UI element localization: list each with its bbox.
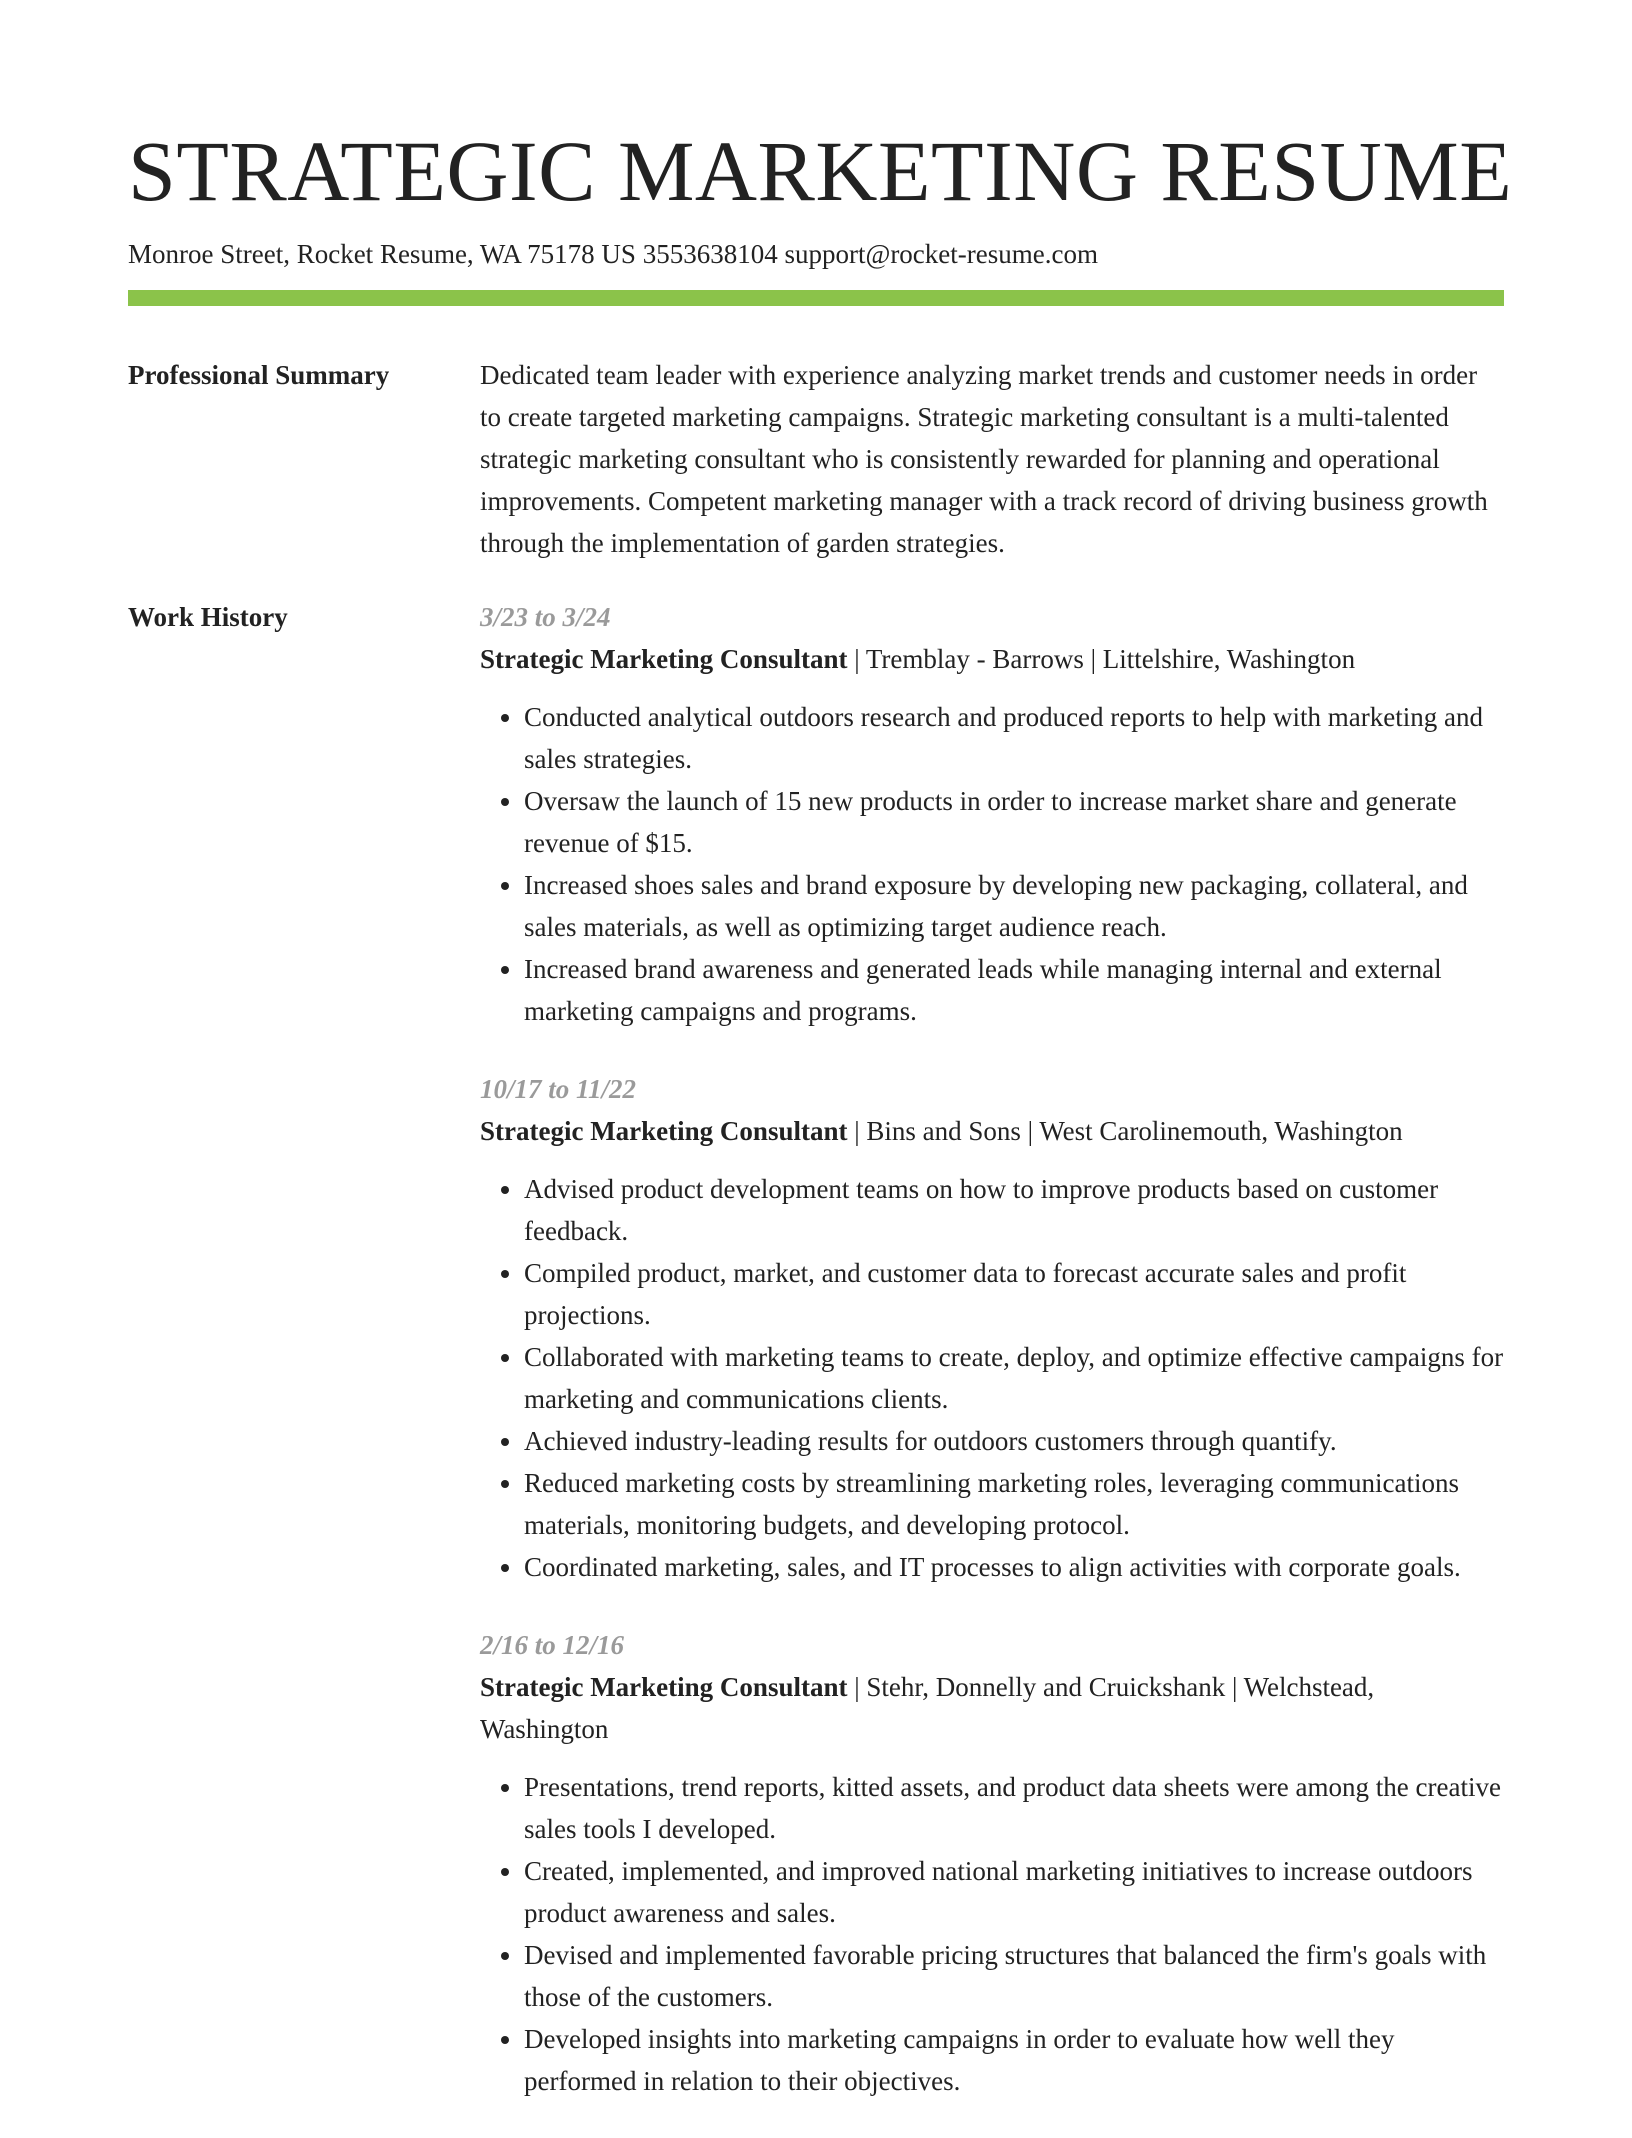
job-entry [480,1624,1504,2102]
job-bullet: • Conducted analytical outdoors research and produced reports to help with marketing and sales strategies. [524,696,1504,780]
job-bullets [480,696,1504,1032]
work-history-section [128,596,1504,2138]
job-entry [480,1068,1504,1588]
summary-text: Dedicated team leader with experience analyzing market trends and customer needs in order to create targeted marketing campaigns. Strategic marketing consultant is a multi-talented strategic marketing consultant who is consistently rewarded for planning and operational improvements. Competent marketing manager with a track record of driving business growth through the implementation of garden strategies. [480,360,1488,558]
header-divider [128,290,1504,306]
contact-info: Monroe Street, Rocket Resume, WA 75178 US 3553638104 support@rocket-resume.com [128,239,1098,269]
job-bullet: • Oversaw the launch of 15 new products in order to increase market share and generate revenue of $15. [524,780,1504,864]
job-bullet: • Coordinated marketing, sales, and IT processes to align activities with corporate goals. [524,1546,1504,1588]
job-company-location: | Tremblay - Barrows | Littelshire, Washington [847,644,1356,674]
job-bullets [480,1168,1504,1588]
job-entry [480,596,1504,1032]
job-dates: 3/23 to 3/24 [480,602,611,632]
work-history-body [480,596,1504,2138]
job-bullet: • Achieved industry-leading results for outdoors customers through quantify. [524,1420,1504,1462]
job-bullet: • Developed insights into marketing campaigns in order to evaluate how well they performed in relation to their objectives. [524,2018,1504,2102]
summary-body [480,354,1504,564]
job-bullets [480,1766,1504,2102]
job-title: Strategic Marketing Consultant [480,1116,848,1146]
job-bullet: • Increased brand awareness and generated leads while managing internal and external marketing campaigns and programs. [524,948,1504,1032]
job-title: Strategic Marketing Consultant [480,1672,848,1702]
job-title: Strategic Marketing Consultant [480,644,848,674]
job-dates: 10/17 to 11/22 [480,1074,637,1104]
job-dates: 2/16 to 12/16 [480,1630,625,1660]
section-heading-work-history: Work History [128,602,288,632]
job-company-location: | Stehr, Donnelly and Cruickshank | Welchstead, Washington [480,1672,1375,1744]
job-title-line [480,1110,1504,1152]
resume-title: STRATEGIC MARKETING RESUME [128,123,1513,219]
job-bullet: • Increased shoes sales and brand exposure by developing new packaging, collateral, and sales materials, as well as optimizing target audience reach. [524,864,1504,948]
job-bullet: • Compiled product, market, and customer data to forecast accurate sales and profit projections. [524,1252,1504,1336]
professional-summary-section [128,354,1504,564]
job-bullet: • Presentations, trend reports, kitted assets, and product data sheets were among the creative sales tools I developed. [524,1766,1504,1850]
job-bullet: • Collaborated with marketing teams to create, deploy, and optimize effective campaigns for marketing and communications clients. [524,1336,1504,1420]
job-bullet: • Devised and implemented favorable pricing structures that balanced the firm's goals with those of the customers. [524,1934,1504,2018]
job-bullet: • Advised product development teams on how to improve products based on customer feedback. [524,1168,1504,1252]
job-bullet: • Reduced marketing costs by streamlining marketing roles, leveraging communications materials, monitoring budgets, and developing protocol. [524,1462,1504,1546]
resume-page [128,118,1513,2138]
job-title-line [480,638,1504,680]
job-bullet: • Created, implemented, and improved national marketing initiatives to increase outdoors product awareness and sales. [524,1850,1504,1934]
job-company-location: | Bins and Sons | West Carolinemouth, Washington [847,1116,1403,1146]
section-heading-summary: Professional Summary [128,360,390,390]
job-title-line [480,1666,1504,1750]
